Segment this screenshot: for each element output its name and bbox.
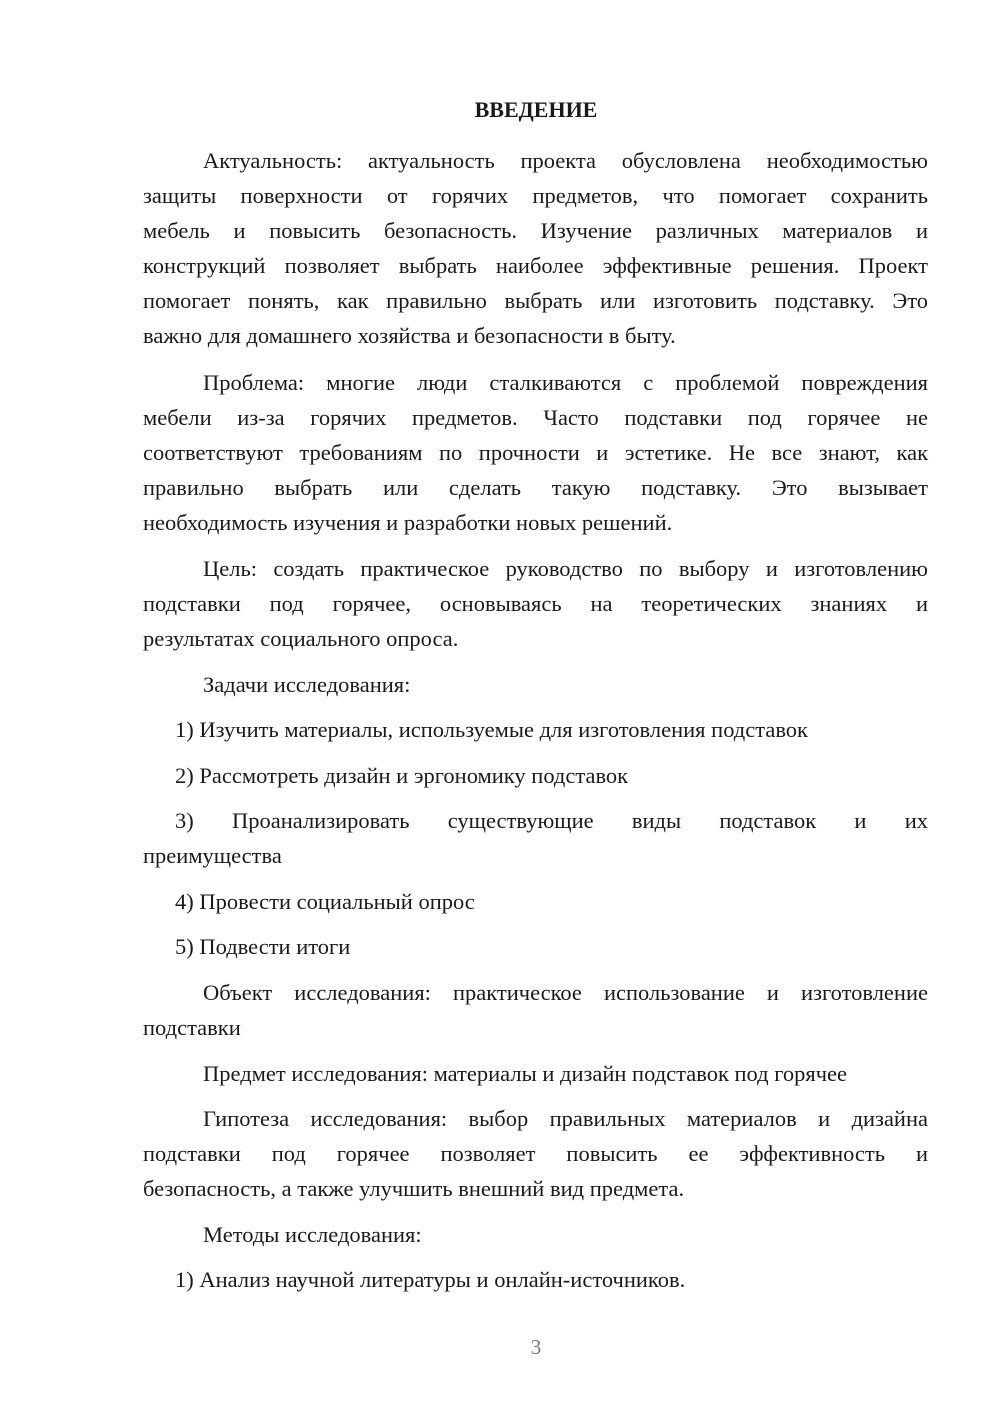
relevance-line: Актуальность: актуальность проекта обусловлена необходимостью	[203, 148, 928, 173]
problem-line: необходимость изучения и разработки новых решений.	[143, 510, 673, 535]
relevance-line: помогает понять, как правильно выбрать или изготовить подставку. Это	[143, 288, 928, 313]
methods-heading: Методы исследования:	[203, 1222, 422, 1247]
relevance-line: конструкций позволяет выбрать наиболее эффективные решения. Проект	[143, 253, 928, 278]
hypothesis-line: безопасность, а также улучшить внешний вид предмета.	[143, 1176, 685, 1201]
problem-line: Проблема: многие люди сталкиваются с проблемой повреждения	[203, 370, 928, 395]
task-item: 5) Подвести итоги	[175, 934, 351, 959]
task-item: 4) Провести социальный опрос	[175, 889, 475, 914]
relevance-line: важно для домашнего хозяйства и безопасности в быту.	[143, 323, 676, 348]
tasks-heading: Задачи исследования:	[203, 672, 411, 697]
task-item: 3) Проанализировать существующие виды подставок и их	[175, 808, 928, 833]
method-item: 1) Анализ научной литературы и онлайн-источников.	[175, 1267, 686, 1292]
task-item: 1) Изучить материалы, используемые для изготовления подставок	[175, 717, 808, 742]
relevance-line: защиты поверхности от горячих предметов, что помогает сохранить	[143, 183, 928, 208]
problem-line: соответствуют требованиям по прочности и эстетике. Не все знают, как	[143, 440, 928, 465]
page-number: 3	[530, 1335, 542, 1359]
hypothesis-line: Гипотеза исследования: выбор правильных материалов и дизайна	[203, 1106, 928, 1131]
relevance-line: мебель и повысить безопасность. Изучение различных материалов и	[143, 218, 928, 243]
problem-line: мебели из-за горячих предметов. Часто подставки под горячее не	[143, 405, 928, 430]
subject-line: Предмет исследования: материалы и дизайн подставок под горячее	[203, 1061, 848, 1086]
task-item: 2) Рассмотреть дизайн и эргономику подставок	[175, 763, 629, 788]
task-item-continuation: преимущества	[143, 843, 282, 868]
object-line: подставки	[143, 1015, 241, 1040]
hypothesis-line: подставки под горячее позволяет повысить ее эффективность и	[143, 1141, 928, 1166]
object-line: Объект исследования: практическое использование и изготовление	[203, 980, 928, 1005]
problem-line: правильно выбрать или сделать такую подставку. Это вызывает	[143, 475, 928, 500]
goal-line: результатах социального опроса.	[143, 626, 459, 651]
goal-line: Цель: создать практическое руководство по выбору и изготовлению	[203, 556, 928, 581]
goal-line: подставки под горячее, основываясь на теоретических знаниях и	[143, 591, 928, 616]
section-title: ВВЕДЕНИЕ	[474, 97, 598, 122]
